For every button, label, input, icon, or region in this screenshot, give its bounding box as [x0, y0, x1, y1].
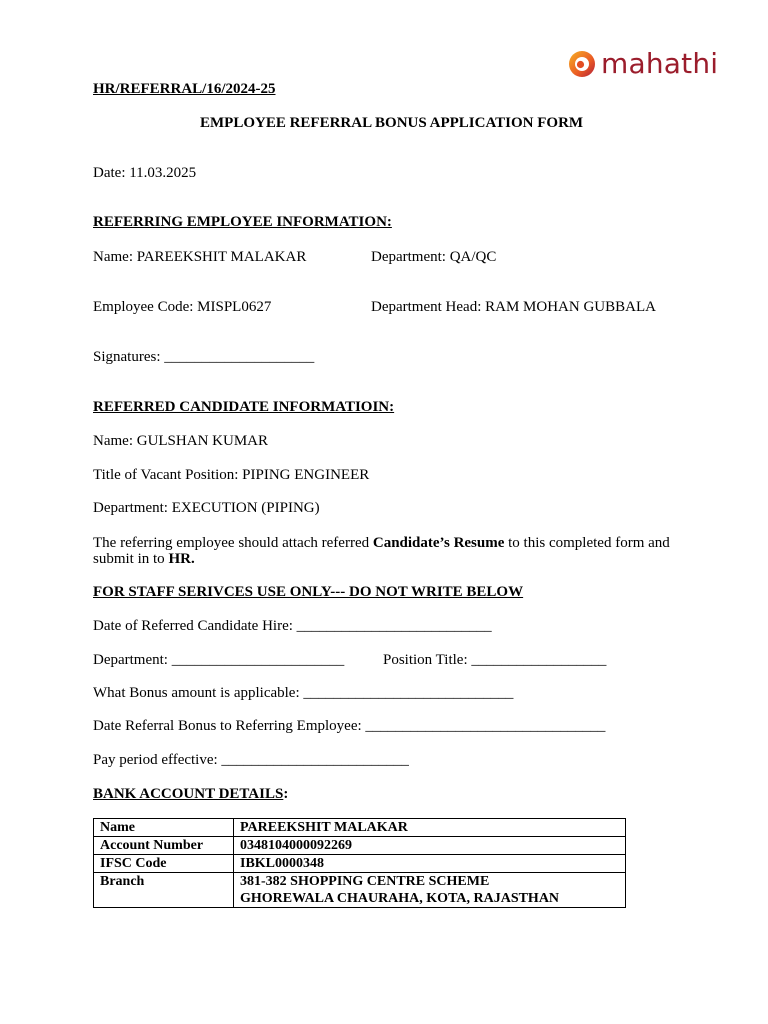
bank-value-cell: IBKL0000348 [234, 855, 626, 873]
instruction-line-1 [93, 535, 670, 552]
company-logo [567, 44, 718, 84]
reference-number: HR/REFERRAL/16/2024-25 [93, 81, 276, 97]
bank-label-cell: IFSC Code [94, 855, 234, 873]
bank-label-cell: Account Number [94, 837, 234, 855]
instruction-line-2 [93, 551, 195, 568]
signatures-field[interactable]: Signatures: ____________________ [93, 349, 315, 365]
referrer-name: Name: PAREEKSHIT MALAKAR [93, 249, 307, 265]
bank-heading-text: BANK ACCOUNT DETAILS [93, 786, 284, 802]
candidate-name: Name: GULSHAN KUMAR [93, 433, 268, 449]
instruction-emphasis-resume: Candidate’s Resume [372, 535, 505, 551]
instruction-text: submit in to [93, 551, 169, 567]
branch-line-2: GHOREWALA CHAURAHA, KOTA, RAJASTHAN [240, 891, 560, 906]
position-title-field[interactable]: Position Title: __________________ [383, 652, 607, 668]
bank-value-cell [234, 873, 626, 908]
logo-wordmark: mahathi [601, 47, 719, 80]
bank-details-table [93, 818, 626, 908]
table-row [94, 855, 626, 873]
table-row [94, 837, 626, 855]
bank-details-heading [93, 786, 288, 803]
referred-candidate-heading: REFERRED CANDIDATE INFORMATIOIN: [93, 399, 395, 415]
referrer-employee-code: Employee Code: MISPL0627 [93, 299, 272, 315]
bank-value-cell: 0348104000092269 [234, 837, 626, 855]
instruction-text: to this completed form and [504, 535, 670, 551]
referrer-department: Department: QA/QC [371, 249, 497, 265]
referrer-department-head: Department Head: RAM MOHAN GUBBALA [371, 299, 656, 315]
table-row [94, 819, 626, 837]
branch-line-1: 381-382 SHOPPING CENTRE SCHEME [240, 874, 490, 889]
form-date: Date: 11.03.2025 [93, 165, 197, 181]
bank-label-cell: Name [94, 819, 234, 837]
referring-employee-heading: REFERRING EMPLOYEE INFORMATION: [93, 214, 392, 230]
staff-department-field[interactable]: Department: _______________________ [93, 652, 345, 668]
bank-label-cell: Branch [94, 873, 234, 908]
candidate-department: Department: EXECUTION (PIPING) [93, 500, 320, 516]
hire-date-field[interactable]: Date of Referred Candidate Hire: __________________________ [93, 618, 492, 634]
form-title: EMPLOYEE REFERRAL BONUS APPLICATION FORM [200, 115, 584, 131]
instruction-emphasis-hr: HR. [168, 551, 195, 567]
candidate-position: Title of Vacant Position: PIPING ENGINEER [93, 467, 370, 483]
instruction-text: The referring employee should attach referred [93, 535, 373, 551]
staff-section-heading: FOR STAFF SERIVCES USE ONLY--- DO NOT WRITE BELOW [93, 584, 524, 600]
mahathi-logo-icon [567, 49, 597, 79]
table-row [94, 873, 626, 908]
bonus-amount-field[interactable]: What Bonus amount is applicable: ____________________________ [93, 685, 514, 701]
pay-period-field[interactable]: Pay period effective: _________________________ [93, 752, 409, 768]
bank-heading-colon: : [283, 786, 289, 802]
bank-value-cell: PAREEKSHIT MALAKAR [234, 819, 626, 837]
bonus-date-field[interactable]: Date Referral Bonus to Referring Employee: ________________________________ [93, 718, 606, 734]
